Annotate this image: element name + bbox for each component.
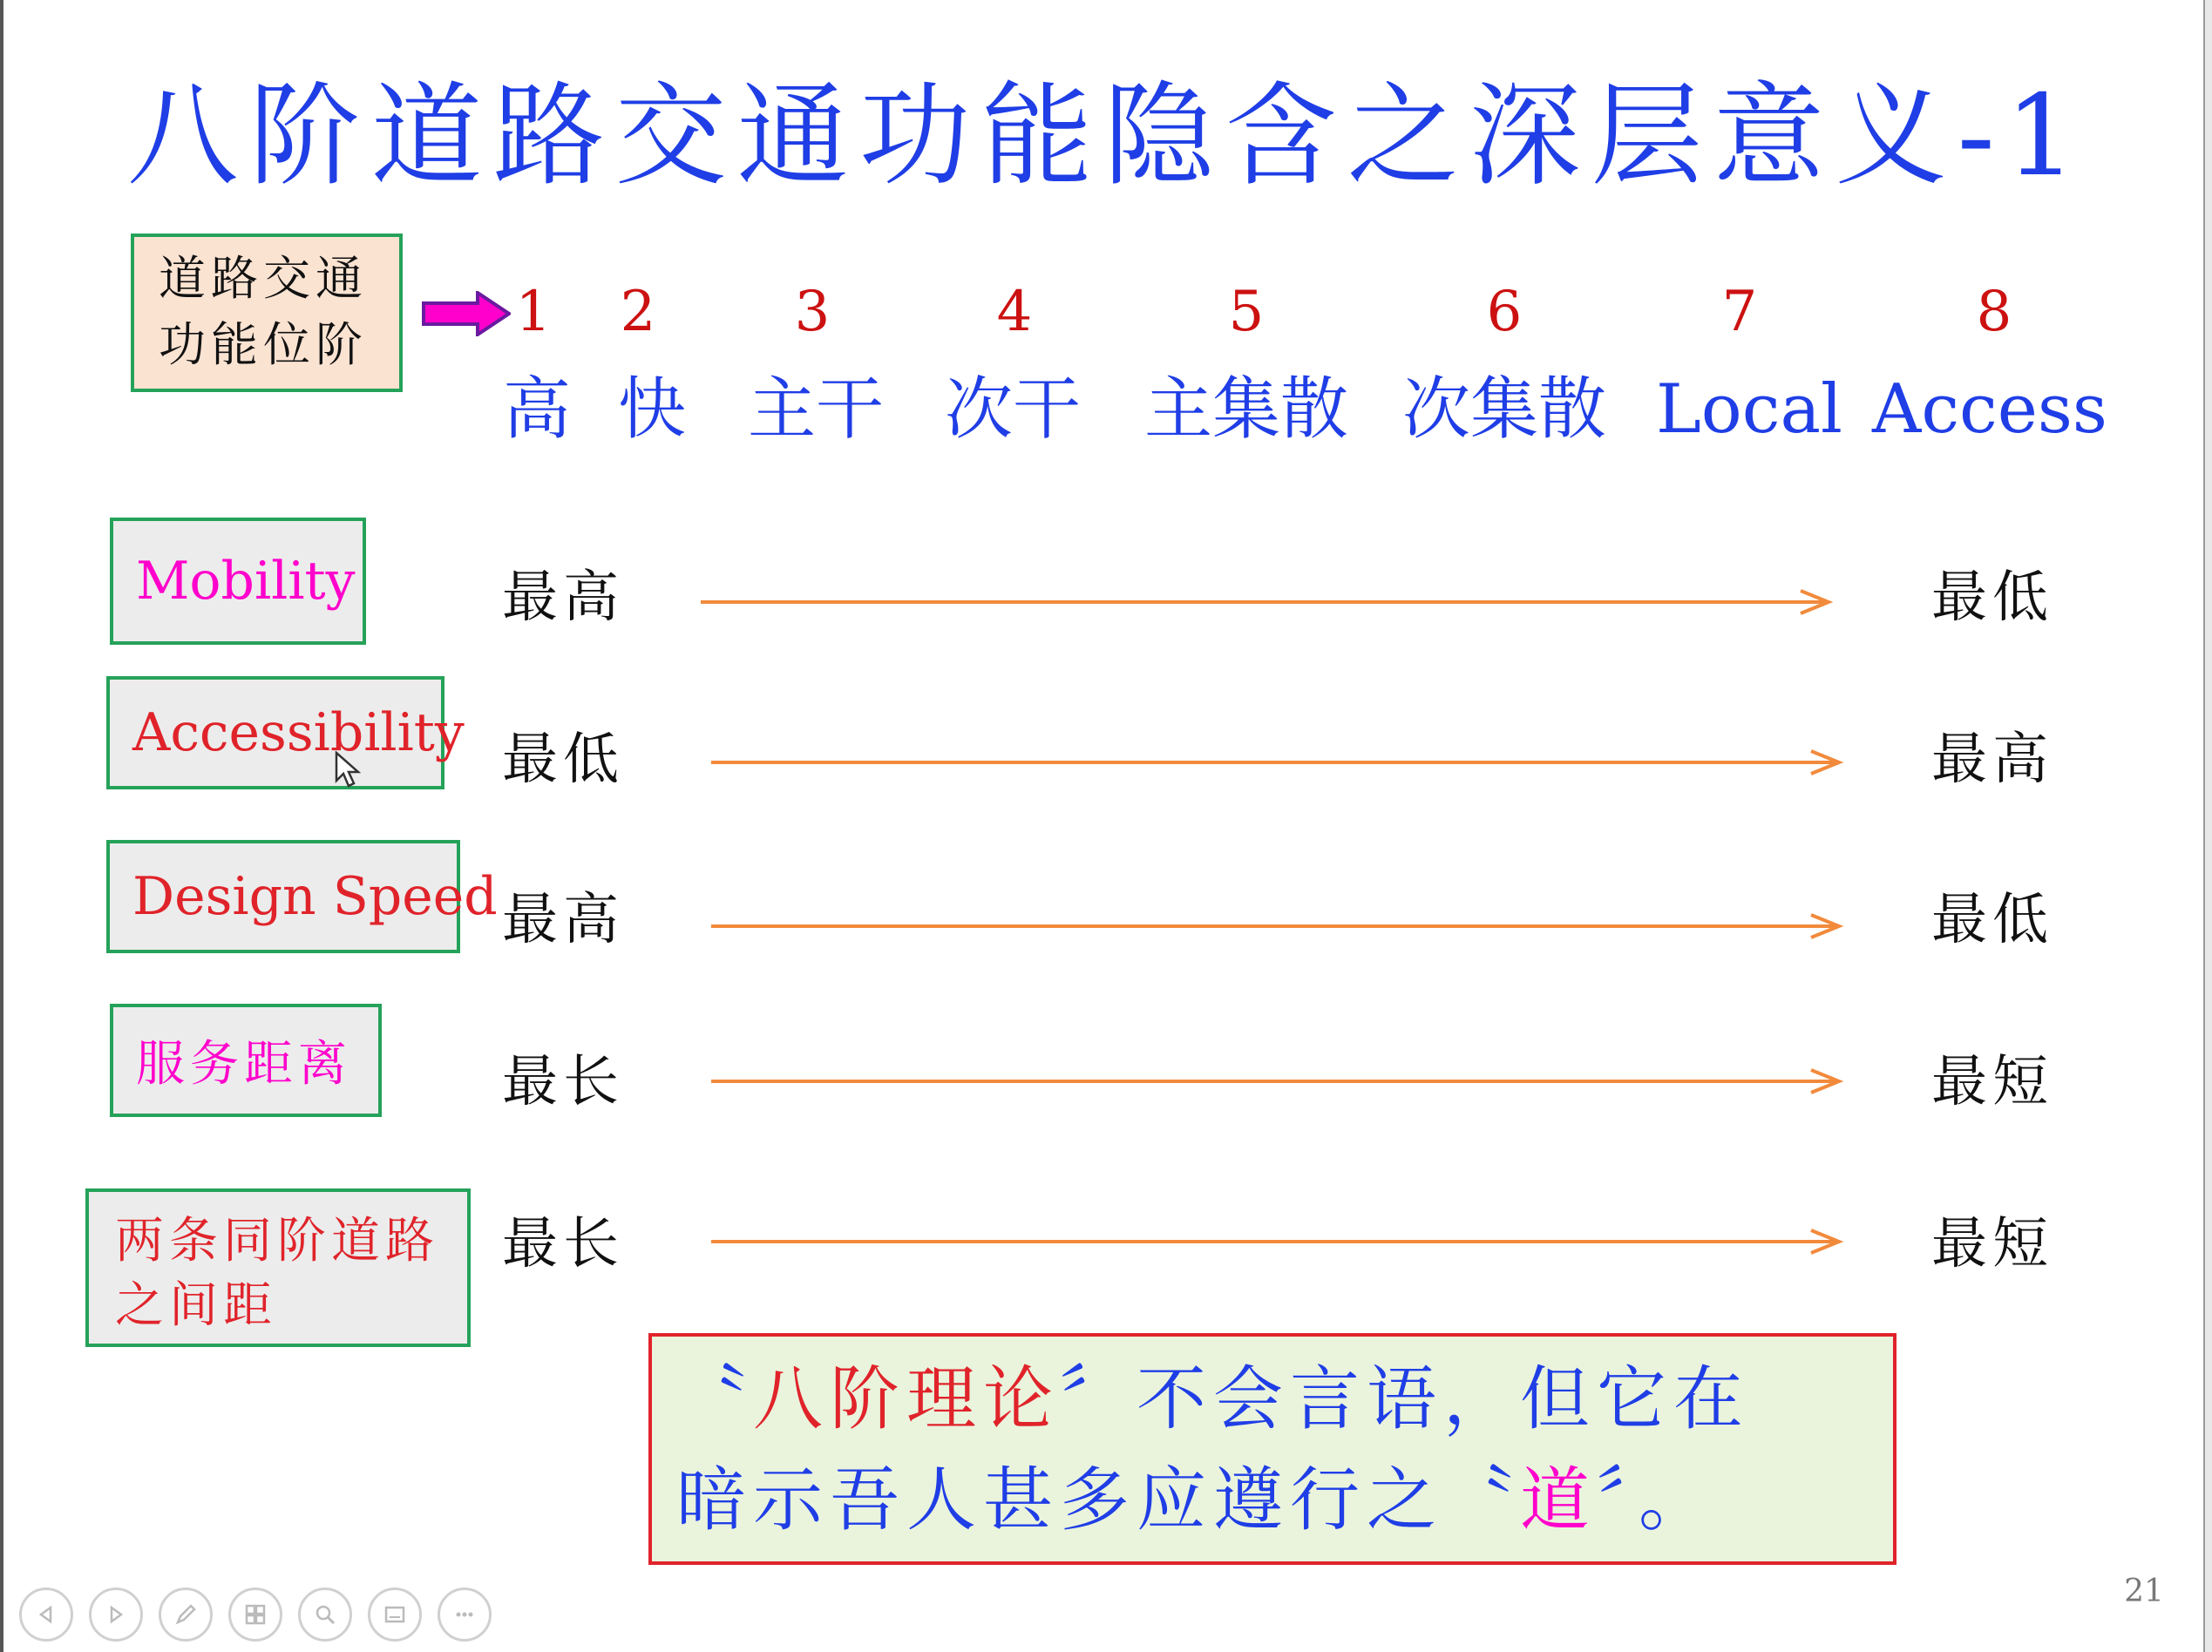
row-start-design-speed: 最高 bbox=[502, 888, 624, 952]
page-number: 21 bbox=[2124, 1574, 2164, 1609]
note-close-quote: 〞 bbox=[1060, 1358, 1137, 1439]
note-dao: 道 bbox=[1520, 1459, 1597, 1540]
level-number-6: 6 bbox=[1486, 280, 1523, 344]
arrow-same-level-spacing bbox=[711, 1229, 1844, 1255]
note-line2-part: 暗示吾人甚多应遵行之 bbox=[676, 1459, 1443, 1540]
arrow-design-speed bbox=[711, 913, 1844, 939]
row-end-service-distance: 最短 bbox=[1931, 1050, 2053, 1114]
row-end-accessibility: 最高 bbox=[1931, 728, 2053, 792]
level-label-4: 次干 bbox=[944, 370, 1081, 449]
note-period: 。 bbox=[1639, 1459, 1715, 1540]
row-end-mobility: 最低 bbox=[1931, 565, 2053, 630]
row-start-service-distance: 最长 bbox=[502, 1050, 624, 1114]
note-term: 八阶理论 bbox=[753, 1358, 1060, 1439]
level-label-5: 主集散 bbox=[1143, 370, 1348, 449]
note-open-quote: 〝 bbox=[676, 1358, 753, 1439]
slides-icon[interactable] bbox=[228, 1588, 282, 1642]
level-number-7: 7 bbox=[1721, 280, 1758, 344]
row-label-same-level-spacing-line2: 之间距 bbox=[115, 1277, 277, 1334]
previous-icon[interactable] bbox=[19, 1588, 73, 1642]
level-number-1: 1 bbox=[515, 280, 552, 344]
header-box bbox=[131, 234, 403, 392]
level-number-2: 2 bbox=[620, 280, 656, 344]
level-label-6: 次集散 bbox=[1401, 370, 1606, 449]
row-start-accessibility: 最低 bbox=[502, 728, 624, 792]
note-box bbox=[648, 1333, 1896, 1565]
note-rest-line1: 不会言语，但它在 bbox=[1137, 1358, 1750, 1439]
level-number-8: 8 bbox=[1976, 280, 2012, 344]
pen-icon[interactable] bbox=[159, 1588, 213, 1642]
row-label-accessibility: Accessibility bbox=[106, 676, 444, 789]
window-right-scrollbar[interactable] bbox=[2203, 0, 2212, 1652]
row-label-same-level-spacing bbox=[85, 1188, 471, 1347]
note-line-2 bbox=[676, 1450, 1893, 1551]
level-label-7: Local bbox=[1656, 370, 1842, 449]
note-close-quote2: 〞 bbox=[1597, 1459, 1639, 1540]
slideshow-toolbar bbox=[19, 1588, 492, 1645]
row-label-design-speed: Design Speed bbox=[106, 840, 460, 953]
row-start-mobility: 最高 bbox=[502, 565, 624, 630]
arrow-mobility bbox=[701, 589, 1834, 615]
window-left-edge bbox=[0, 0, 3, 1652]
level-number-3: 3 bbox=[794, 280, 831, 344]
header-box-line2: 功能位阶 bbox=[159, 317, 368, 372]
row-label-same-level-spacing-line1: 两条同阶道路 bbox=[115, 1213, 439, 1269]
zoom-icon[interactable] bbox=[298, 1588, 352, 1642]
row-label-mobility: Mobility bbox=[110, 518, 366, 645]
note-open-quote2: 〝 bbox=[1443, 1459, 1520, 1540]
row-end-same-level-spacing: 最短 bbox=[1931, 1212, 2053, 1276]
note-line-1 bbox=[676, 1349, 1893, 1450]
row-label-service-distance: 服务距离 bbox=[110, 1004, 382, 1117]
slide-title: 八阶道路交通功能隐含之深层意义-1 bbox=[126, 71, 2087, 201]
row-start-same-level-spacing: 最长 bbox=[502, 1212, 624, 1276]
subtitle-icon[interactable] bbox=[368, 1588, 422, 1642]
mouse-cursor-icon bbox=[335, 751, 361, 788]
arrow-accessibility bbox=[711, 749, 1844, 775]
level-label-3: 主干 bbox=[747, 370, 884, 449]
level-number-4: 4 bbox=[996, 280, 1033, 344]
arrow-service-distance bbox=[711, 1068, 1844, 1094]
level-label-8: Access bbox=[1872, 370, 2107, 449]
more-icon[interactable] bbox=[438, 1588, 492, 1642]
row-end-design-speed: 最低 bbox=[1931, 888, 2053, 952]
level-label-1: 高 bbox=[502, 370, 571, 449]
level-label-2: 快 bbox=[617, 370, 686, 449]
magenta-arrow-icon bbox=[422, 291, 511, 336]
next-icon[interactable] bbox=[89, 1588, 143, 1642]
header-box-line1: 道路交通 bbox=[159, 251, 368, 306]
level-number-5: 5 bbox=[1228, 280, 1265, 344]
